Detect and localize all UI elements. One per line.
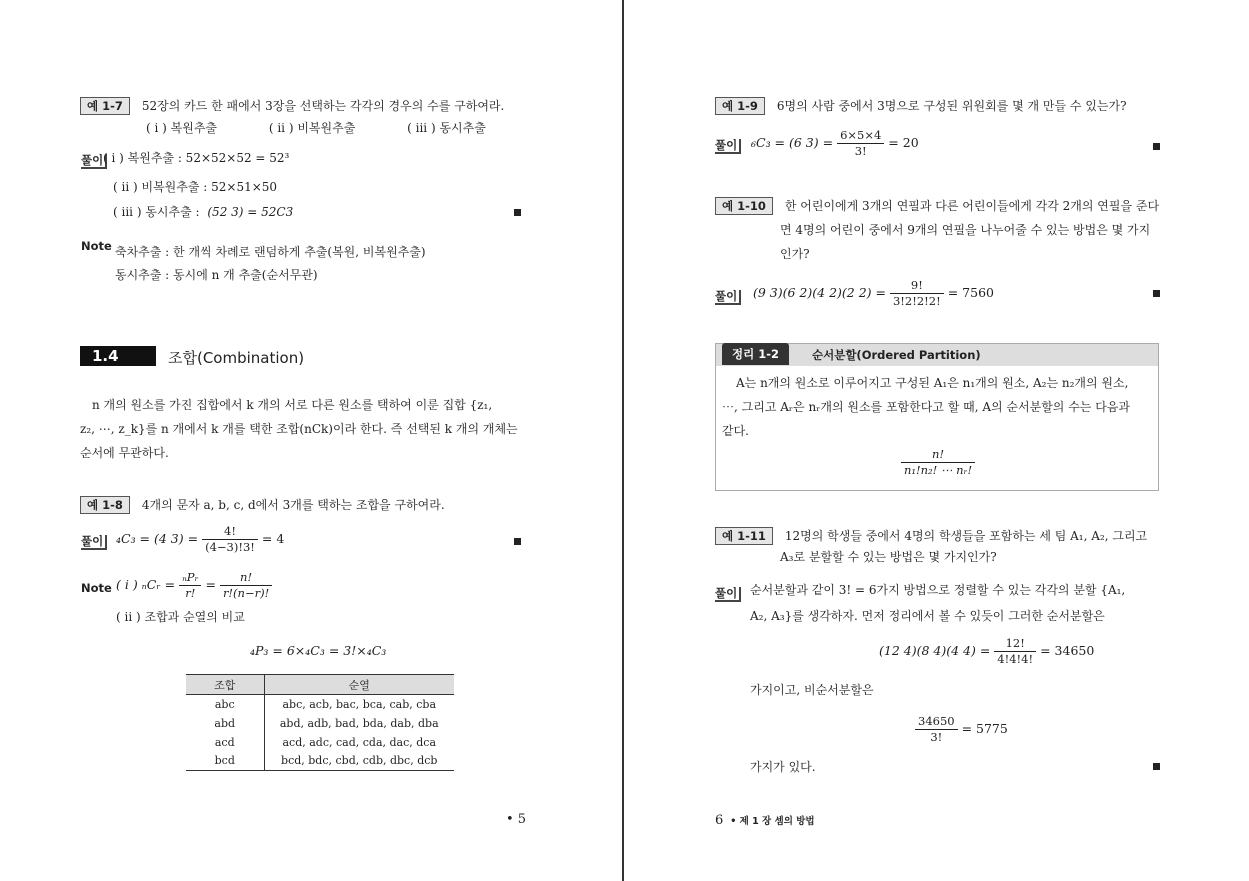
example-1-8 xyxy=(80,493,445,517)
theorem-title: 순서분할(Ordered Partition) xyxy=(812,348,981,362)
solution-1-9 xyxy=(715,137,741,154)
fraction: $\frac{9!}{3!2!2!2!}$ xyxy=(890,278,944,309)
example-label: 예 1-9 xyxy=(715,97,765,115)
end-of-solution-mark xyxy=(514,209,521,216)
table-row xyxy=(186,752,454,771)
equation-lhs: (9 3)(6 2)(4 2)(2 2) = xyxy=(753,285,886,300)
section-number: 1.4 xyxy=(80,346,156,366)
end-of-solution-mark xyxy=(1153,763,1160,770)
note-equation: ( i ) ₙCᵣ = $\frac{\text{ₙPᵣ}}{r!}$ = $\frac{n!}{r!(n-r)!}$ xyxy=(116,570,272,601)
page-footer xyxy=(715,812,815,828)
equation-lhs: (12 4)(8 4)(4 4) = xyxy=(879,643,991,658)
table-header-row xyxy=(186,675,454,695)
section-title: 조합(Combination) xyxy=(168,349,305,367)
fraction: $\frac{n!}{r!(n-r)!}$ xyxy=(220,570,272,601)
example-options xyxy=(146,116,486,140)
table-row xyxy=(186,714,454,733)
solution-label: 풀이 xyxy=(81,535,107,550)
table-cell: abc, acb, bac, bca, cab, cba xyxy=(282,697,437,711)
solution-label: 풀이 xyxy=(81,154,107,169)
solution-equation xyxy=(751,128,919,159)
combination-expression: (52 3) = 52C3 xyxy=(207,205,294,219)
solution-equation xyxy=(753,278,994,309)
equation-rhs: = 7560 xyxy=(947,285,994,300)
example-1-10 xyxy=(715,194,1159,218)
note-line: ( ii ) 조합과 순열의 비교 xyxy=(116,610,245,624)
example-label: 예 1-11 xyxy=(715,527,773,545)
solution-1-10 xyxy=(715,288,741,305)
permutation-equation: ₄P₃ = 6×₄C₃ = 3!×₄C₃ xyxy=(250,643,387,658)
fraction: $\frac{\text{ₙPᵣ}}{r!}$ xyxy=(179,570,201,601)
example-text: 6명의 사람 중에서 3명으로 구성된 위원회를 몇 개 만들 수 있는가? xyxy=(776,99,1127,113)
equation-rhs: = 4 xyxy=(261,531,285,546)
equation-lhs: ( i ) ₙCᵣ = xyxy=(116,577,176,592)
solution-label: 풀이 xyxy=(715,139,741,154)
example-label: 예 1-10 xyxy=(715,197,773,215)
solution-equation xyxy=(116,524,284,555)
end-of-solution-mark xyxy=(1153,290,1160,297)
paragraph-line: 순서에 무관하다. xyxy=(80,446,169,460)
column-header: 조합 xyxy=(186,675,264,695)
solution-line: 가지가 있다. xyxy=(750,760,816,774)
fraction: $\frac{12!}{4!4!4!}$ xyxy=(994,636,1036,667)
option-1: ( i ) 복원추출 xyxy=(146,121,218,135)
solution-1-8 xyxy=(81,533,107,550)
equation-rhs: = 5775 xyxy=(961,721,1008,736)
table-row xyxy=(186,733,454,752)
note-line: 축차추출 : 한 개씩 차례로 랜덤하게 추출(복원, 비복원추출) xyxy=(115,245,426,259)
table-row xyxy=(186,695,454,714)
example-1-9 xyxy=(715,94,1127,118)
end-of-solution-mark xyxy=(514,538,521,545)
right-page xyxy=(625,0,1249,881)
theorem-1-2-box xyxy=(715,343,1159,491)
theorem-tag: 정리 1-2 xyxy=(722,343,789,365)
example-text-line: 인가? xyxy=(780,247,810,261)
fraction: $\frac{6\times 5\times 4}{3!}$ xyxy=(837,128,884,159)
note-2 xyxy=(81,580,112,595)
option-2: ( ii ) 비복원추출 xyxy=(268,121,356,135)
solution-line: ( ii ) 비복원추출 : 52×51×50 xyxy=(113,180,278,194)
end-of-solution-mark xyxy=(1153,143,1160,150)
page-divider xyxy=(622,0,624,881)
theorem-line: 같다. xyxy=(722,424,749,438)
solution-line: A₂, A₃}를 생각하자. 먼저 정리에서 볼 수 있듯이 그러한 순서분할은 xyxy=(750,609,1105,623)
note-1 xyxy=(81,238,112,253)
theorem-line: A는 n개의 원소로 이루어지고 구성된 A₁은 n₁개의 원소, A₂는 n₂개의 원소, xyxy=(736,376,1129,390)
example-1-7 xyxy=(80,94,504,118)
equation-rhs: = 20 xyxy=(888,135,919,150)
column-header: 순열 xyxy=(264,675,454,695)
solution-line: 가지이고, 비순서분할은 xyxy=(750,683,874,697)
theorem-line: ⋯, 그리고 Aᵣ은 nᵣ개의 원소를 포함한다고 할 때, A의 순서분할의 수는 다음과 xyxy=(722,400,1130,414)
example-label: 예 1-8 xyxy=(80,496,130,514)
table-cell: abd xyxy=(186,714,264,733)
paragraph-line: n 개의 원소를 가진 집합에서 k 개의 서로 다른 원소를 택하여 이룬 집합 {z₁, xyxy=(92,398,493,412)
example-text-line: A₃로 분할할 수 있는 방법은 몇 가지인가? xyxy=(780,550,997,564)
equation-rhs: = 34650 xyxy=(1040,643,1095,658)
equation-lhs: ₄C₃ = (4 3) = xyxy=(116,531,199,546)
example-label: 예 1-7 xyxy=(80,97,130,115)
page-number: • 5 xyxy=(506,812,527,827)
example-text: 52장의 카드 한 패에서 3장을 선택하는 각각의 경우의 수를 구하여라. xyxy=(141,99,505,113)
combination-permutation-table xyxy=(186,674,454,771)
solution-line xyxy=(113,200,293,224)
table-cell: acd, adc, cad, cda, dac, dca xyxy=(282,735,437,749)
solution-label: 풀이 xyxy=(715,290,741,305)
chapter-title: • 제 1 장 셈의 방법 xyxy=(730,816,815,827)
table-cell: abc xyxy=(186,695,264,714)
solution-line: 순서분할과 같이 3! = 6가지 방법으로 정렬할 수 있는 각각의 분할 {A₁, xyxy=(750,583,1126,597)
solution-1-11 xyxy=(715,585,741,602)
table-cell: bcd xyxy=(186,752,264,771)
table-cell: abd, adb, bad, bda, dab, dba xyxy=(279,716,439,730)
solution-line-prefix: ( iii ) 동시추출 : xyxy=(113,205,200,219)
fraction: $\frac{n!}{\text{n₁!n₂! ⋯ nᵣ!}}$ xyxy=(901,447,975,478)
table-cell: acd xyxy=(186,733,264,752)
paragraph-line: z₂, ⋯, z_k}를 n 개에서 k 개를 택한 조합(nCk)이라 한다. 즉 선택된 k 개의 개체는 xyxy=(80,422,518,436)
example-text: 12명의 학생들 중에서 4명의 학생들을 포함하는 세 팀 A₁, A₂, 그리고 xyxy=(784,529,1148,543)
fraction: $\frac{4!}{(4-3)!3!}$ xyxy=(202,524,258,555)
example-text-line: 면 4명의 어린이 중에서 9개의 연필을 나누어줄 수 있는 방법은 몇 가지 xyxy=(780,223,1151,237)
solution-label: 풀이 xyxy=(715,587,741,602)
solution-equation xyxy=(879,636,1094,667)
note-label: Note xyxy=(81,581,112,595)
example-text: 한 어린이에게 3개의 연필과 다른 어린이들에게 각각 2개의 연필을 준다 xyxy=(784,199,1160,213)
solution-line: ( i ) 복원추출 : 52×52×52 = 52³ xyxy=(103,151,290,165)
page-number: 6 xyxy=(715,813,724,828)
option-3: ( iii ) 동시추출 xyxy=(407,121,486,135)
example-text: 4개의 문자 a, b, c, d에서 3개를 택하는 조합을 구하여라. xyxy=(141,498,445,512)
note-label: Note xyxy=(81,239,112,253)
theorem-header xyxy=(716,344,1158,366)
solution-equation xyxy=(915,714,1008,745)
equation-lhs: ₆C₃ = (6 3) = xyxy=(751,135,834,150)
left-page xyxy=(0,0,622,881)
theorem-formula xyxy=(901,447,975,478)
table-cell: bcd, bdc, cbd, cdb, dbc, dcb xyxy=(264,752,454,771)
fraction: $\frac{34650}{3!}$ xyxy=(915,714,958,745)
note-line: 동시추출 : 동시에 n 개 추출(순서무관) xyxy=(115,268,318,282)
